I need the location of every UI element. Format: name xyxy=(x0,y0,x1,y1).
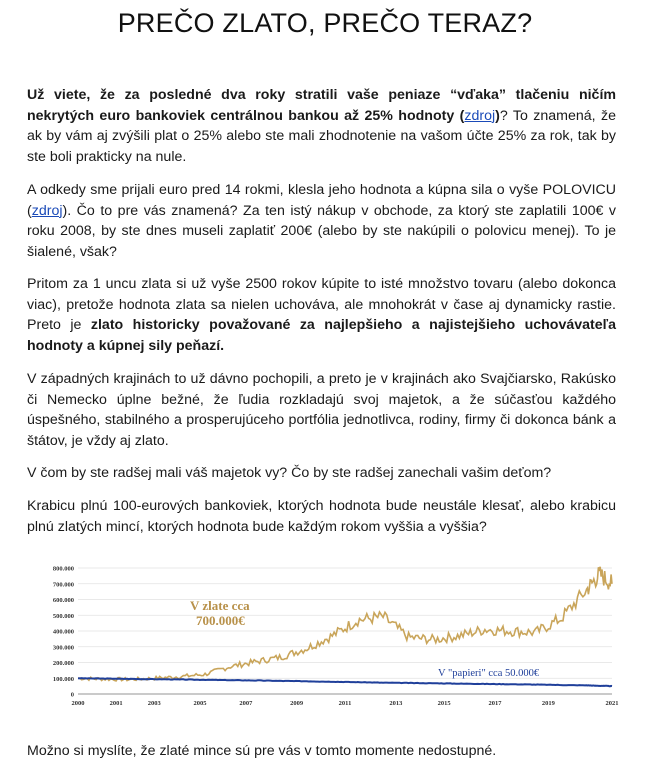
y-tick-label: 0 xyxy=(70,691,74,699)
paper-series-label: V "papieri" cca 50.000€ xyxy=(438,668,540,679)
inflation-bold-text: Už viete, že za posledné dva roky stratili vaše peniaze “vďaka” tlačeniu ničím nekrytých euro bankoviek centrálnou bankou až 25% hodnoty ( xyxy=(27,87,616,124)
source-link-2[interactable]: zdroj xyxy=(31,202,63,219)
paragraph-closing: Možno si myslíte, že zlaté mince sú pre vás v tomto momente nedostupné. xyxy=(27,743,497,759)
y-tick-label: 800.000 xyxy=(52,565,74,573)
y-tick-label: 700.000 xyxy=(52,581,74,589)
paragraph-inflation xyxy=(27,85,616,167)
x-tick-label: 2015 xyxy=(437,700,451,707)
y-tick-label: 400.000 xyxy=(52,628,74,636)
page-title: PREČO ZLATO, PREČO TERAZ? xyxy=(117,8,533,38)
gold-series-label-line2: 700.000€ xyxy=(196,613,245,628)
x-tick-label: 2013 xyxy=(389,700,403,707)
paragraph-western-countries: V západných krajinách to už dávno pochopili, a preto je v krajinách ako Svajčiarsko, Rakúsko či Nemecko úplne bežné, že ľudia rozkladajú svoj majetok, a že súčasťou každého úspešného, stabilného a prosperujúceho portfólia jednotlivca, rodiny, firmy či dokonca bánk a štátov, je vždy aj zlato. xyxy=(27,371,616,449)
euro-text-b: ). Čo to pre vás znamená? Za ten istý nákup v obchode, za ktorý ste zaplatili 100€ v roku 2008, by ste dnes museli zaplatiť 200€ (alebo by ste nakúpili o polovicu menej). To je šialené, však? xyxy=(27,202,616,260)
y-tick-label: 100.000 xyxy=(52,675,74,683)
y-tick-label: 300.000 xyxy=(52,644,74,652)
x-tick-label: 2007 xyxy=(239,700,253,707)
gold-text-a: Pritom za 1 uncu zlata si už vyše 2500 rokov kúpite to isté množstvo tovaru (alebo dokonca viac), pretože hodnota zlata sa nielen uchováva, ale mnohokrát v čase aj dynamicky rastie. Preto je xyxy=(27,276,616,334)
paragraph-question: V čom by ste radšej mali váš majetok vy? Čo by ste radšej zanechali vašim deťom? xyxy=(27,465,552,481)
gold-series-label-line1: V zlate cca xyxy=(190,598,250,613)
inflation-rest-text: ? To znamená, že ak by vám aj zvýšili plat o 25% alebo ste mali zhodnotenie na vašom účte 25% za rok, tak by ste boli prakticky na nule. xyxy=(27,107,616,165)
x-tick-label: 2005 xyxy=(193,700,207,707)
gold-vs-paper-chart xyxy=(30,558,620,718)
y-tick-label: 500.000 xyxy=(52,612,74,620)
paragraph-box-choice: Krabicu plnú 100-eurových bankoviek, ktorých hodnota bude neustále klesať, alebo krabicu plnú zlatých mincí, ktorých hodnota bude každým rokom vyššia a vyššia? xyxy=(27,498,616,535)
x-tick-label: 2001 xyxy=(109,700,123,707)
euro-text-a: A odkedy sme prijali euro pred 14 rokmi, klesla jeho hodnota a kúpna sila o vyše POLOVICU ( xyxy=(27,182,616,219)
source-link-1[interactable]: zdroj xyxy=(464,107,496,124)
paragraph-gold-value xyxy=(27,274,616,356)
x-tick-label: 2019 xyxy=(541,700,555,707)
x-tick-label: 2021 xyxy=(605,700,619,707)
paragraph-euro xyxy=(27,180,616,262)
x-tick-label: 2000 xyxy=(71,700,85,707)
x-tick-label: 2003 xyxy=(147,700,161,707)
x-tick-label: 2009 xyxy=(290,700,304,707)
paper-series-line xyxy=(78,678,612,686)
y-tick-label: 600.000 xyxy=(52,597,74,604)
inflation-bold-close: ) xyxy=(495,107,500,124)
gold-bold-text: zlato historicky považované za najlepšieho a najistejšieho uchovávateľa hodnoty a kúpnej sily peňazí. xyxy=(27,317,616,354)
x-tick-label: 2017 xyxy=(488,700,502,707)
x-tick-label: 2011 xyxy=(338,700,352,707)
y-tick-label: 200.000 xyxy=(52,660,74,667)
